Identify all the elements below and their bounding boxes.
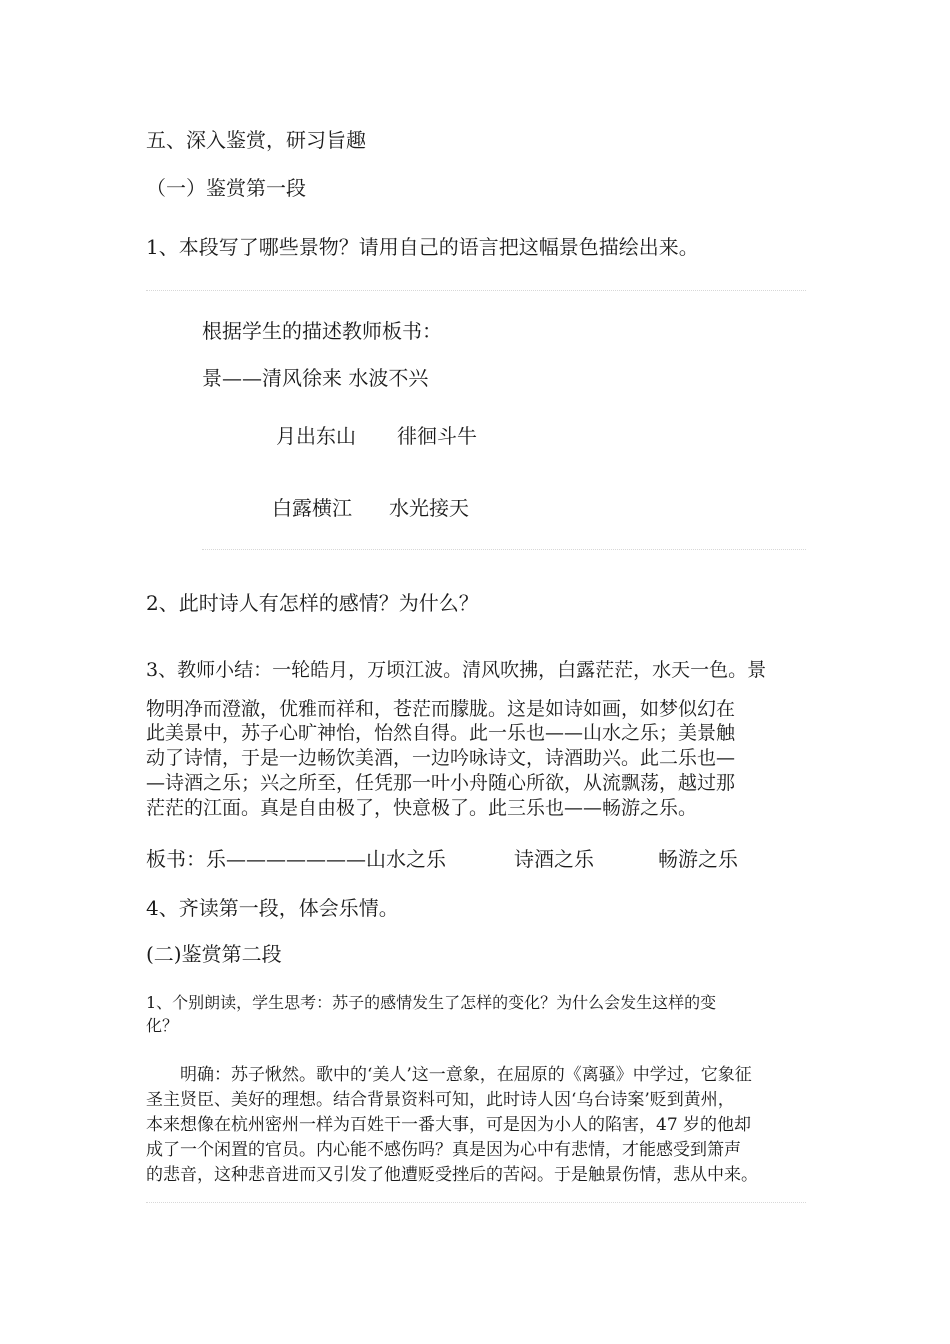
summary-line: 此美景中，苏子心旷神怡，怡然自得。此一乐也——山水之乐；美景触 (146, 722, 736, 744)
summary-line: 茫茫的江面。真是自由极了，快意极了。此三乐也——畅游之乐。 (146, 797, 698, 819)
summary-line: 动了诗情，于是一边畅饮美酒，一边吟咏诗文，诗酒助兴。此二乐也— (146, 747, 736, 769)
board-row-3-b: 水光接天 (389, 496, 469, 520)
answer-line: 本来想像在杭州密州一样为百姓干一番大事，可是因为小人的陷害，47 岁的他却 (146, 1115, 752, 1135)
question-2: 2、此时诗人有怎样的感情？为什么？ (146, 591, 479, 615)
answer-line: 圣主贤臣、美好的理想。结合背景资料可知，此时诗人因‘乌台诗案’贬到黄州， (146, 1090, 735, 1110)
board-row-2-a: 月出东山 (276, 424, 356, 448)
summary-line: —诗酒之乐；兴之所至，任凭那一叶小舟随心所欲，从流飘荡，越过那 (146, 772, 736, 794)
question-5: 化？ (146, 1016, 179, 1035)
answer-line: 明确：苏子愀然。歌中的‘美人’这一意象，在屈原的《离骚》中学过，它象征 (180, 1065, 752, 1085)
board-row-3-a: 白露横江 (272, 496, 352, 520)
section-heading: 五、深入鉴赏，研习旨趣 (146, 128, 366, 152)
question-5: 1、个别朗读，学生思考：苏子的感情发生了怎样的变化？为什么会发生这样的变 (146, 993, 717, 1012)
board-row-2-b: 徘徊斗牛 (397, 424, 477, 448)
divider (146, 1202, 806, 1203)
summary-line: 3、教师小结：一轮皓月，万顷江波。清风吹拂，白露茫茫，水天一色。景 (146, 659, 767, 681)
divider (202, 549, 806, 550)
board-row-1: 景——清风徐来 水波不兴 (202, 366, 429, 390)
answer-line: 的悲音，这种悲音进而又引发了他遭贬受挫后的苦闷。于是触景伤情，悲从中来。 (146, 1165, 758, 1185)
board-summary-item: 诗酒之乐 (514, 847, 594, 871)
question-4: 4、齐读第一段，体会乐情。 (146, 896, 399, 920)
board-summary-item: 畅游之乐 (658, 847, 738, 871)
board-intro: 根据学生的描述教师板书： (202, 319, 442, 343)
question-1: 1、本段写了哪些景物？请用自己的语言把这幅景色描绘出来。 (146, 235, 699, 259)
answer-line: 成了一个闲置的官员。内心能不感伤吗？真是因为心中有悲情，才能感受到箫声 (146, 1140, 741, 1160)
subsection-heading-1: （一）鉴赏第一段 (146, 176, 306, 200)
subsection-heading-2: (二)鉴赏第二段 (146, 942, 282, 966)
board-summary: 板书：乐———————山水之乐 (146, 847, 446, 871)
divider (146, 290, 806, 291)
summary-line: 物明净而澄澈，优雅而祥和，苍茫而朦胧。这是如诗如画，如梦似幻在 (146, 698, 736, 720)
